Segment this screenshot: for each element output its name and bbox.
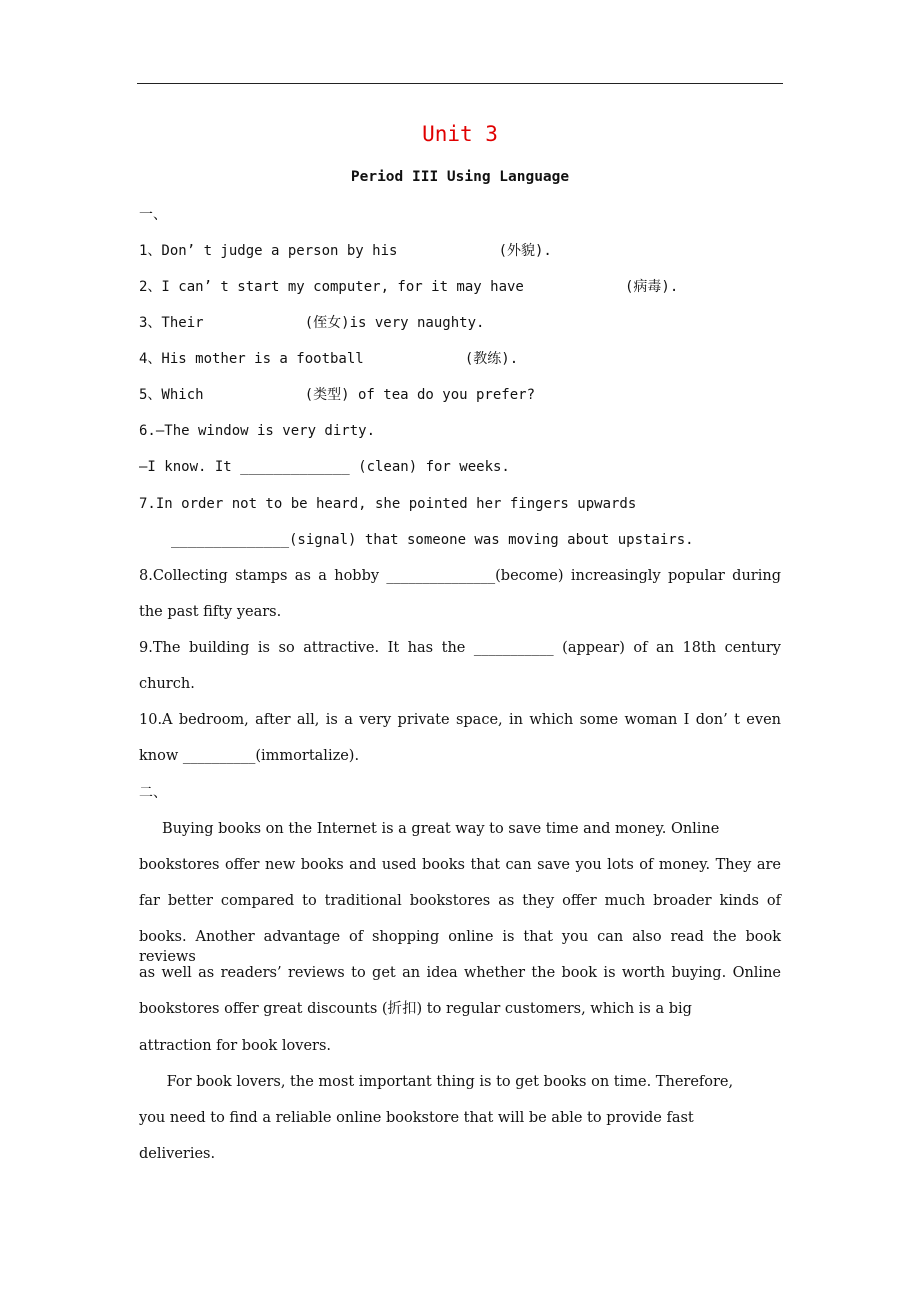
question-4: 4、His mother is a football (教练). [139,351,519,367]
passage-2-line-2: you need to find a reliable online bookstore that will be able to provide fast [139,1110,694,1126]
passage-1-line-1: Buying books on the Internet is a great way to save time and money. Online [139,821,720,837]
question-9-line-2: church. [139,676,195,692]
passage-1-line-6: bookstores offer great discounts (折扣) to regular customers, which is a big [139,1001,692,1017]
question-6-line-2: —I know. It _____________ (clean) for weeks. [139,459,510,475]
question-10-line-2: know __________(immortalize). [139,748,360,764]
section-one-label: 一、 [139,207,167,223]
question-3: 3、Their (侄女)is very naughty. [139,315,485,331]
question-8-line-2: the past fifty years. [139,604,282,620]
question-1: 1、Don’ t judge a person by his (外貌). [139,243,552,259]
passage-1-line-7: attraction for book lovers. [139,1038,332,1054]
unit-title: Unit 3 [422,122,498,146]
passage-1-line-2: bookstores offer new books and used books that can save you lots of money. They are [139,857,781,873]
passage-1-line-4: books. Another advantage of shopping online is that you can also read the book reviews [139,929,781,965]
question-5: 5、Which (类型) of tea do you prefer? [139,387,536,403]
question-8-line-1: 8.Collecting stamps as a hobby _______________(become) increasingly popular during [139,568,781,584]
question-10-line-1: 10.A bedroom, after all, is a very private space, in which some woman I don’ t even [139,712,781,728]
header-rule [137,83,783,84]
passage-1-line-5: as well as readers’ reviews to get an idea whether the book is worth buying. Online [139,965,781,981]
passage-2-line-3: deliveries. [139,1146,216,1162]
question-7-line-1: 7.In order not to be heard, she pointed her fingers upwards [139,496,637,512]
passage-1-line-3: far better compared to traditional bookstores as they offer much broader kinds of [139,893,781,909]
question-2: 2、I can’ t start my computer, for it may have (病毒). [139,279,679,295]
passage-2-line-1: For book lovers, the most important thing is to get books on time. Therefore, [139,1074,734,1090]
question-9-line-1: 9.The building is so attractive. It has the ___________ (appear) of an 18th century [139,640,781,656]
question-7-line-2: ______________(signal) that someone was moving about upstairs. [171,532,694,548]
section-two-label: 二、 [139,785,167,801]
period-subtitle: Period III Using Language [350,169,570,185]
question-6-line-1: 6.—The window is very dirty. [139,423,376,439]
